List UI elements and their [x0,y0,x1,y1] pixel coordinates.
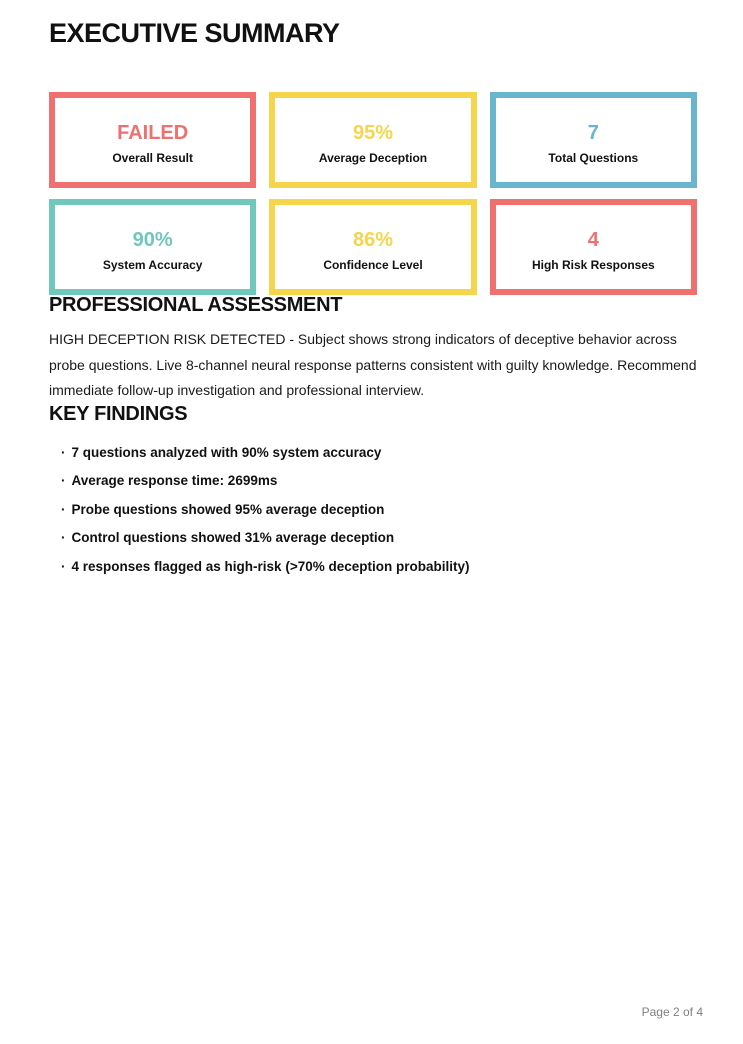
key-finding-item: · 7 questions analyzed with 90% system accuracy [61,446,697,460]
metric-value: 4 [587,228,599,251]
page-number: Page 2 of 4 [641,1005,703,1019]
metric-value: FAILED [117,121,189,144]
metric-value: 90% [132,228,173,251]
metric-label: Total Questions [548,150,639,165]
metric-value: 7 [587,121,599,144]
key-finding-item: · Control questions showed 31% average deception [61,531,697,545]
metric-card-confidence-level [269,199,476,295]
professional-assessment-body: HIGH DECEPTION RISK DETECTED - Subject shows strong indicators of deceptive behavior across probe questions. Live 8-channel neural response patterns consistent with guilty knowledge. Recommend immediate follow-up investigation and professional interview. [49,331,697,398]
metric-card-overall-result [49,92,256,188]
metric-label: System Accuracy [102,257,203,272]
metric-label: Confidence Level [323,257,423,272]
metric-value: 86% [352,228,393,251]
metric-card-high-risk-responses [490,199,697,295]
key-finding-item: · Average response time: 2699ms [61,474,697,488]
key-findings-list [49,446,697,574]
summary-cards [49,92,697,295]
metric-label: Overall Result [112,150,194,165]
metric-label: High Risk Responses [531,257,655,272]
page-title: EXECUTIVE SUMMARY [49,18,340,48]
metric-value: 95% [352,121,393,144]
metric-label: Average Deception [318,150,428,165]
metric-card-system-accuracy [49,199,256,295]
metric-card-average-deception [269,92,476,188]
metric-card-total-questions [490,92,697,188]
professional-assessment-heading: PROFESSIONAL ASSESSMENT [49,294,343,316]
key-finding-item: · 4 responses flagged as high-risk (>70% deception probability) [61,560,697,574]
report-content [49,20,697,588]
key-finding-item: · Probe questions showed 95% average deception [61,503,697,517]
key-findings-heading: KEY FINDINGS [49,402,188,425]
